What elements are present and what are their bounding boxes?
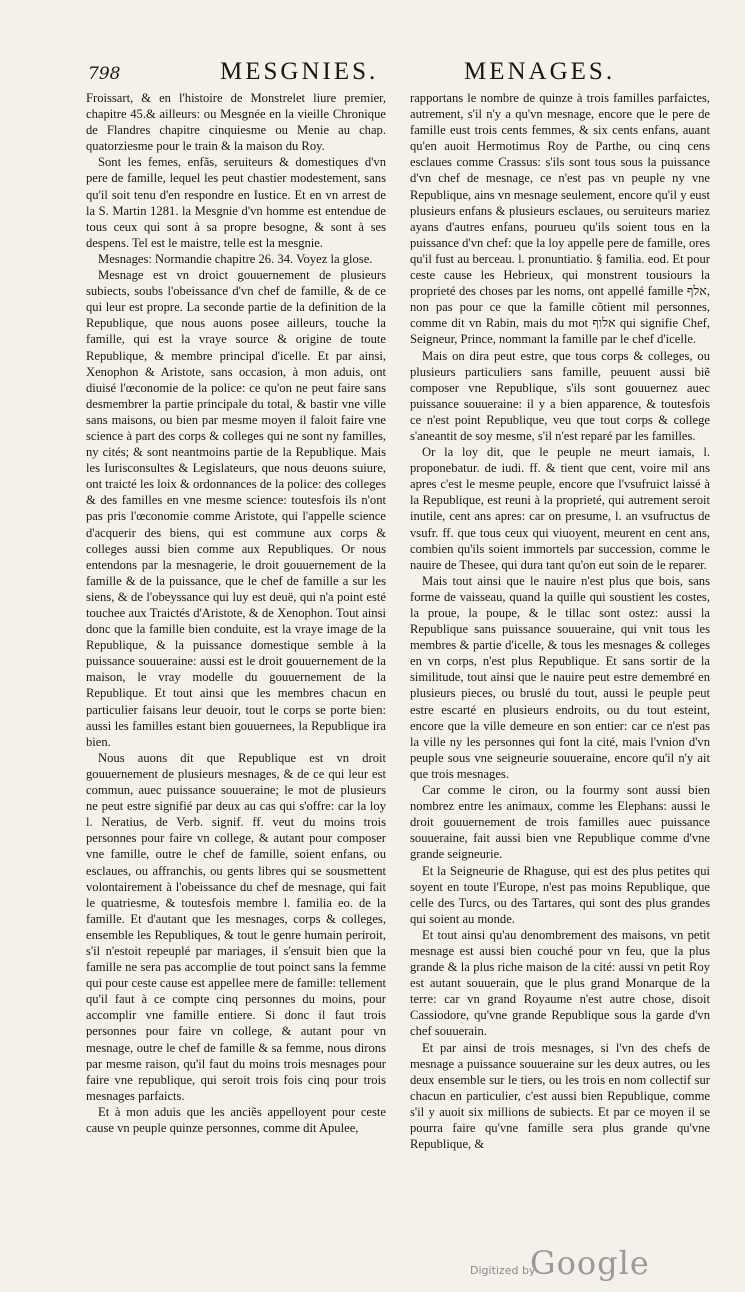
digitization-watermark <box>470 1244 670 1284</box>
paragraph: Mesnage est vn droict gouuernement de plusieurs subiects, soubs l'obeissance d'vn chef de famille, & de ce qui leur est propre. La seconde partie de la definition de la Republique, que nous auons posee ailleurs, touche la famille, qui est la vraye source & origine de toute Republique, & membre principal d'icelle. Et par ainsi, Xenophon & Aristote, sans occasion, à mon aduis, ont diuisé l'œconomie de la police: ce qu'on ne peut faire sans desmembrer la partie principale du total, & bastir vne ville sans maisons, ou bien par mesme moyen il faloit faire vne science à part des corps & colleges qui ne sont ny familles, ny cités; & sont neantmoins partie de la Republique. Mais les Iurisconsultes & Legislateurs, que nous deuons suiure, ont traicté les loix & ordonnances de la police: des colleges & des familles en vne mesme science: toutesfois ils n'ont pas pris l'œconomie comme Aristote, qui l'appelle science d'acquerir des biens, qui est commune aux corps & colleges aussi bien comme aux Republiques. Or nous entendons par la mesnagerie, le droit gouuernement de la famille & de la puissance, que le chef de famille a sur les siens, & de l'obeyssance qui luy est deuë, qui n'a point esté touchee aux Traictés d'Aristote, & de Xenophon. Tout ainsi donc que la famille bien conduite, est la vraye image de la Republique, & la puissance domestique semble à la puissance souueraine: aussi est le droit gouuernement de la maison, le vray modelle du gouuernement de la Republique. Et tout ainsi que les membres chacun en particulier faisans leur deuoir, tout le corps se porte bien: aussi les familles estant bien gouuernees, la Republique ira bien. <box>86 268 386 749</box>
paragraph: Et par ainsi de trois mesnages, si l'vn des chefs de mesnage a puissance souueraine sur les deux autres, ou les deux ensemble sur le tiers, ou les trois en nom collectif sur chacun en particulier, c'est aussi bien Republique, comme s'il y auoit six millions de subiects. Et par ce moyen il se pourra faire qu'vne famille sera plus grande qu'vne Republique, & <box>410 1040 710 1152</box>
paragraph: Et tout ainsi qu'au denombrement des maisons, vn petit mesnage est aussi bien couché pour vn feu, que la plus grande & la plus riche maison de la cité: aussi vn petit Roy est autant souuerain, que le plus grand Monarque de la terre: car vn grand Royaume n'est autre chose, disoit Cassiodore, qu'vne grande Republique sous la garde d'vn chef souuerain. <box>410 927 710 1039</box>
paragraph: Froissart, & en l'histoire de Monstrelet liure premier, chapitre 45.& ailleurs: ou Mesgnée en la vieille Chronique de Flandres chapitre cinquiesme ou Menie au chap. quatorziesme pour le train & la maison du Roy. <box>86 91 386 154</box>
left-text-column <box>86 90 386 1136</box>
page-number: 798 <box>88 64 121 84</box>
right-text-column <box>410 90 710 1152</box>
running-title-left: MESGNIES. <box>220 58 379 85</box>
running-title-right: MENAGES. <box>464 58 616 85</box>
paragraph: Mesnages: Normandie chapitre 26. 34. Voyez la glose. <box>98 251 373 266</box>
page-header <box>80 58 710 88</box>
paragraph: Et la Seigneurie de Rhaguse, qui est des plus petites qui soyent en toute l'Europe, n'est pas moins Republique, que celle des Turcs, ou des Tartares, qui sont des plus grandes qui soient au monde. <box>410 863 710 926</box>
paragraph: Car comme le ciron, ou la fourmy sont aussi bien nombrez entre les animaux, comme les Elephans: aussi le droit gouuernement de trois familles auec puissance souueraine, fait aussi bien vne Republique comme d'vne grande seigneurie. <box>410 783 710 862</box>
paragraph: Or la loy dit, que le peuple ne meurt iamais, l. proponebatur. de iudi. ff. & tient que cent, voire mil ans apres c'est le mesme peuple, encore que l'vsufruict laissé à la Republique, est reuni à la proprieté, qui autrement seroit inutile, cent ans apres: car on presume, l. an vsufructus de vsufr. ff. que tous ceux qui viuoyent, meurent en cent ans, combien qu'ils soient immortels par succession, comme le nauire de Thesee, qui dura tant qu'on eut soin de le reparer. <box>410 445 710 572</box>
paragraph: Et à mon aduis que les anciẽs appelloyent pour ceste cause vn peuple quinze personnes, comme dit Apulee, <box>86 1104 386 1135</box>
paragraph: Sont les femes, enfãs, seruiteurs & domestiques d'vn pere de famille, lequel les peut chastier modestement, sans qu'il soit tenu d'en respondre en Iustice. Et en vn arrest de la S. Martin 1281. la Mesgnie d'vn homme est entendue de tous ceux qui sont à sa propre besogne, & sont à ses despens. Tel est le maistre, telle est la mesgnie. <box>86 155 386 250</box>
paragraph: Mais on dira peut estre, que tous corps & colleges, ou plusieurs particuliers sans famille, peuuent aussi biẽ composer vne Republique, s'ils sont gouuernez auec puissance souueraine: il y a bien apparence, & toutesfois ce n'est point Republique, veu que tout corps & college s'aneantit de soy mesme, s'il n'est reparé par les familles. <box>410 348 710 443</box>
google-logo: Google <box>530 1244 650 1282</box>
digitized-by-label: Digitized by <box>470 1264 536 1277</box>
paragraph: Mais tout ainsi que le nauire n'est plus que bois, sans forme de vaisseau, quand la quille qui soustient les costes, la proue, la poupe, & le tillac sont ostez: aussi la Republique sans puissance souueraine, qui vnit tous les membres & partie d'icelle, & tous les mesnages & colleges en vn corps, n'est plus Republique. Et sans sortir de la similitude, tout ainsi que le nauire peut estre demembré en plusieurs pieces, ou bruslé du tout, aussi le peuple peut estre escarté en plusieurs endroits, ou du tout esteint, encore que la ville demeure en son entier: car ce n'est pas la ville ny les personnes qui font la cité, mais l'vnion d'vn peuple sous vne seigneurie souueraine, encore qu'il n'y ait que trois mesnages. <box>410 573 710 781</box>
paragraph: rapportans le nombre de quinze à trois familles parfaictes, autrement, s'il n'y a qu'vn mesnage, encore que le pere de famille eust trois cents femmes, & six cents enfans, auant qu'en auoit Hermotimus Roy de Parthe, ou cinq cens esclaues comme Crassus: s'ils sont tous sous la puissance d'vn chef de mesnage, ce n'est pas vn peuple ny vne Republique, ains vn mesnage seulement, encore qu'il y eust plusieurs enfans & plusieurs esclaues, ou seruiteurs mariez ayans d'autres enfans, pourueu qu'ils soient tous en la puissance d'vn chef: que la loy appelle pere de famille, ores qu'il fust au berceau. l. pronuntiatio. § familia. eod. Et pour ceste cause les Hebrieux, qui monstrent tousiours la proprieté des choses par les noms, ont appellé famille אלף, non pas pour ce que la famille cõtient mil personnes, comme dit vn Rabin, mais du mot אלוף qui signifie Chef, Seigneur, Prince, nommant la famille par le chef d'icelle. <box>410 91 710 347</box>
paragraph: Nous auons dit que Republique est vn droit gouuernement de plusieurs mesnages, & de ce qui leur est commun, auec puissance souueraine; le mot de plusieurs ne peut estre signifié par deux au cas qui s'offre: car la loy l. Neratius, de Verb. signif. ff. veut du moins trois personnes pour faire vn college, & autant pour composer vne famille, outre le chef de famille, soient enfans, ou esclaues, ou affranchis, ou gents libres qui se sousmettent volontairement à l'obeissance du chef de mesnage, qui fait le quatriesme, & toutesfois membre l. familia eo. de la famille. Et d'autant que les mesnages, corps & colleges, ensemble les Republiques, & tout le genre humain periroit, s'il n'estoit repeuplé par mariages, il s'ensuit bien que la famille ne sera pas accomplie de tout poinct sans la femme qui pour ceste cause est appellee mere de famille: tellement qu'il faut à ce compte cinq personnes du moins, pour accomplir vne famille entiere. Si donc il faut trois personnes pour faire vn college, & autant pour vn mesnage, outre le chef de famille & sa femme, nous dirons par mesme raison, qu'il faut du moins trois mesnages pour faire vne republique, qui seroit trois fois cinq pour trois mesnages parfaicts. <box>86 750 386 1103</box>
